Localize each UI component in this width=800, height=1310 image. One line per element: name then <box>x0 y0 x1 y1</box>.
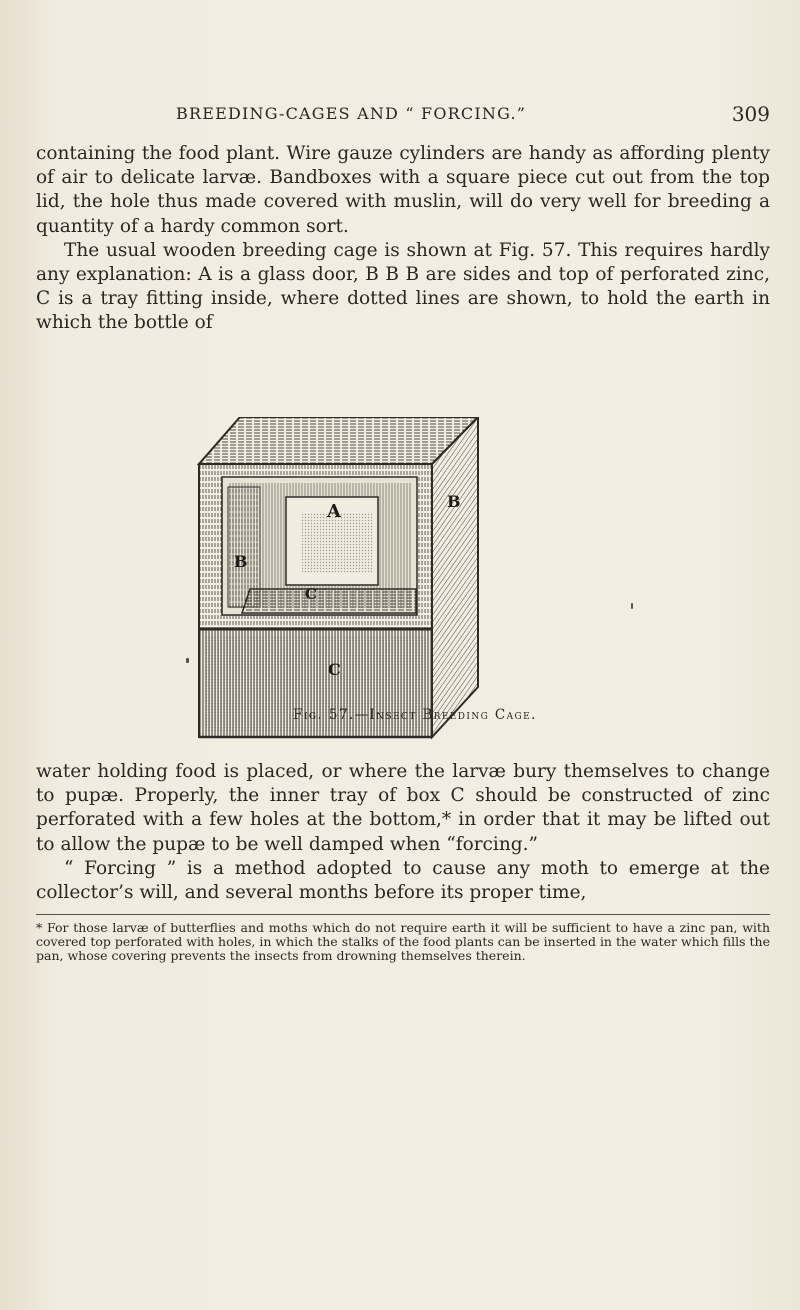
body-text-top <box>36 142 770 336</box>
cage-right-side <box>432 417 478 737</box>
paragraph: water holding food is placed, or where the larvæ bury themselves to change to pupæ. Properly, the inner tray of box C should be constructed of zinc perforated with a few holes at the bottom,* in order that it may be lifted out to allow the pupæ to be well damped when “forcing.” <box>36 761 770 855</box>
ink-speck <box>186 658 189 663</box>
paragraph: The usual wooden breeding cage is shown at Fig. 57. This requires hardly any explanation: A is a glass door, B B B are sides and top of perforated zinc, C is a tray fitting inside, where dotted lines are shown, to hold the earth in which the bottle of <box>36 239 770 334</box>
label-c-tray: C <box>328 660 341 679</box>
paragraph: containing the food plant. Wire gauze cylinders are handy as affording plenty of air to delicate larvæ. Bandboxes with a square piece cut out from the top lid, the hole thus made covered with muslin, will do very well for breeding a quantity of a hardy common sort. <box>36 143 770 237</box>
running-head: BREEDING-CAGES AND “ FORCING.” <box>176 104 527 123</box>
paragraph: “ Forcing ” is a method adopted to cause any moth to emerge at the collector’s will, and several months before its proper time, <box>36 857 770 904</box>
footnote-divider <box>36 914 770 915</box>
tray-upper <box>242 589 416 613</box>
label-b-right: B <box>447 492 461 511</box>
breeding-cage-illustration <box>190 417 480 742</box>
footnote: * For those larvæ of butterflies and moths which do not require earth it will be sufficient to have a zinc pan, with covered top perforated with holes, in which the stalks of the food plants can be inserted in the water which fills the pan, whose covering prevents the insects from drowning themselves therein. <box>36 920 770 964</box>
label-b-left: B <box>234 552 248 571</box>
label-a: A <box>327 501 341 522</box>
cage-top-face <box>199 417 478 464</box>
page-number: 309 <box>731 102 770 126</box>
figure-caption-container <box>0 707 800 723</box>
ink-speck <box>631 603 633 609</box>
label-c-inner: C <box>305 585 317 603</box>
figure-caption: Fig. 57.—Insect Breeding Cage. <box>293 707 537 723</box>
page-header <box>36 104 770 128</box>
figure-breeding-cage <box>190 417 480 742</box>
body-text-bottom <box>36 760 770 905</box>
